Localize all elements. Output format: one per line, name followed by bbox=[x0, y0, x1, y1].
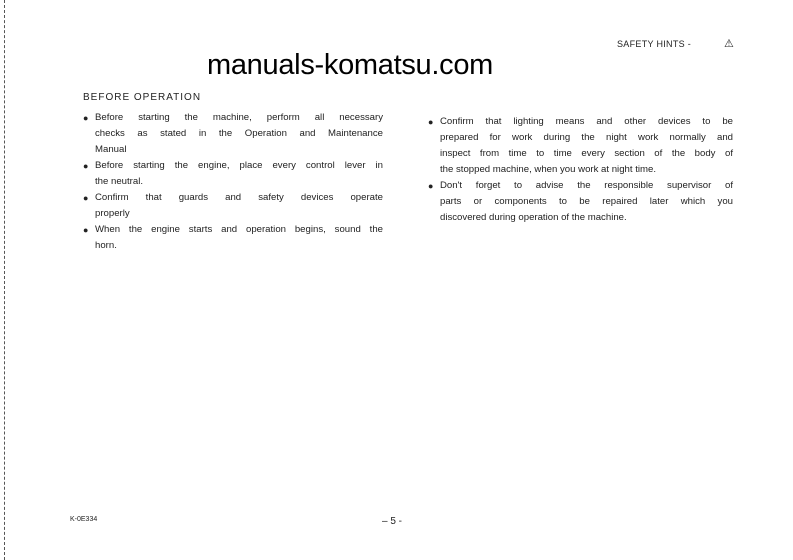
text-line: Manual bbox=[95, 144, 127, 155]
section-header: SAFETY HINTS - bbox=[617, 39, 692, 49]
bullet-icon: ● bbox=[428, 117, 434, 127]
text-line: Confirm that lighting means and other devices to be bbox=[440, 116, 733, 127]
bullet-icon: ● bbox=[83, 193, 89, 203]
list-item bbox=[83, 222, 383, 254]
right-column bbox=[428, 114, 733, 226]
text-line: inspect from time to time every section of the body of bbox=[440, 148, 733, 159]
text-line: Before starting the engine, place every control lever in bbox=[95, 160, 383, 171]
list-item bbox=[83, 190, 383, 222]
text-line: checks as stated in the Operation and Maintenance bbox=[95, 128, 383, 139]
page-number: – 5 - bbox=[382, 516, 403, 527]
text-line: properly bbox=[95, 208, 130, 219]
list-item bbox=[428, 114, 733, 178]
text-line: prepared for work during the night work normally and bbox=[440, 132, 733, 143]
text-line: the stopped machine, when you work at night time. bbox=[440, 164, 656, 175]
section-heading: BEFORE OPERATION bbox=[83, 92, 202, 103]
text-line: the neutral. bbox=[95, 176, 144, 187]
bullet-icon: ● bbox=[83, 225, 89, 235]
text-line: Before starting the machine, perform all necessary bbox=[95, 112, 383, 123]
watermark: manuals-komatsu.com bbox=[207, 49, 494, 81]
text-line: horn. bbox=[95, 240, 117, 251]
list-item bbox=[428, 178, 733, 226]
text-line: When the engine starts and operation begins, sound the bbox=[95, 224, 383, 235]
text-line: discovered during operation of the machine. bbox=[440, 212, 627, 223]
list-item bbox=[83, 158, 383, 190]
document-code: K-0E334 bbox=[70, 516, 98, 523]
bullet-icon: ● bbox=[428, 181, 434, 191]
bullet-icon: ● bbox=[83, 113, 89, 123]
bullet-icon: ● bbox=[83, 161, 89, 171]
text-line: parts or components to be repaired later which you bbox=[440, 196, 733, 207]
text-line: Confirm that guards and safety devices operate bbox=[95, 192, 383, 203]
left-column bbox=[83, 110, 383, 254]
list-item bbox=[83, 110, 383, 158]
warning-triangle-icon: ⚠ bbox=[724, 38, 734, 50]
text-line: Don't forget to advise the responsible supervisor of bbox=[440, 180, 733, 191]
scan-edge bbox=[4, 0, 5, 560]
